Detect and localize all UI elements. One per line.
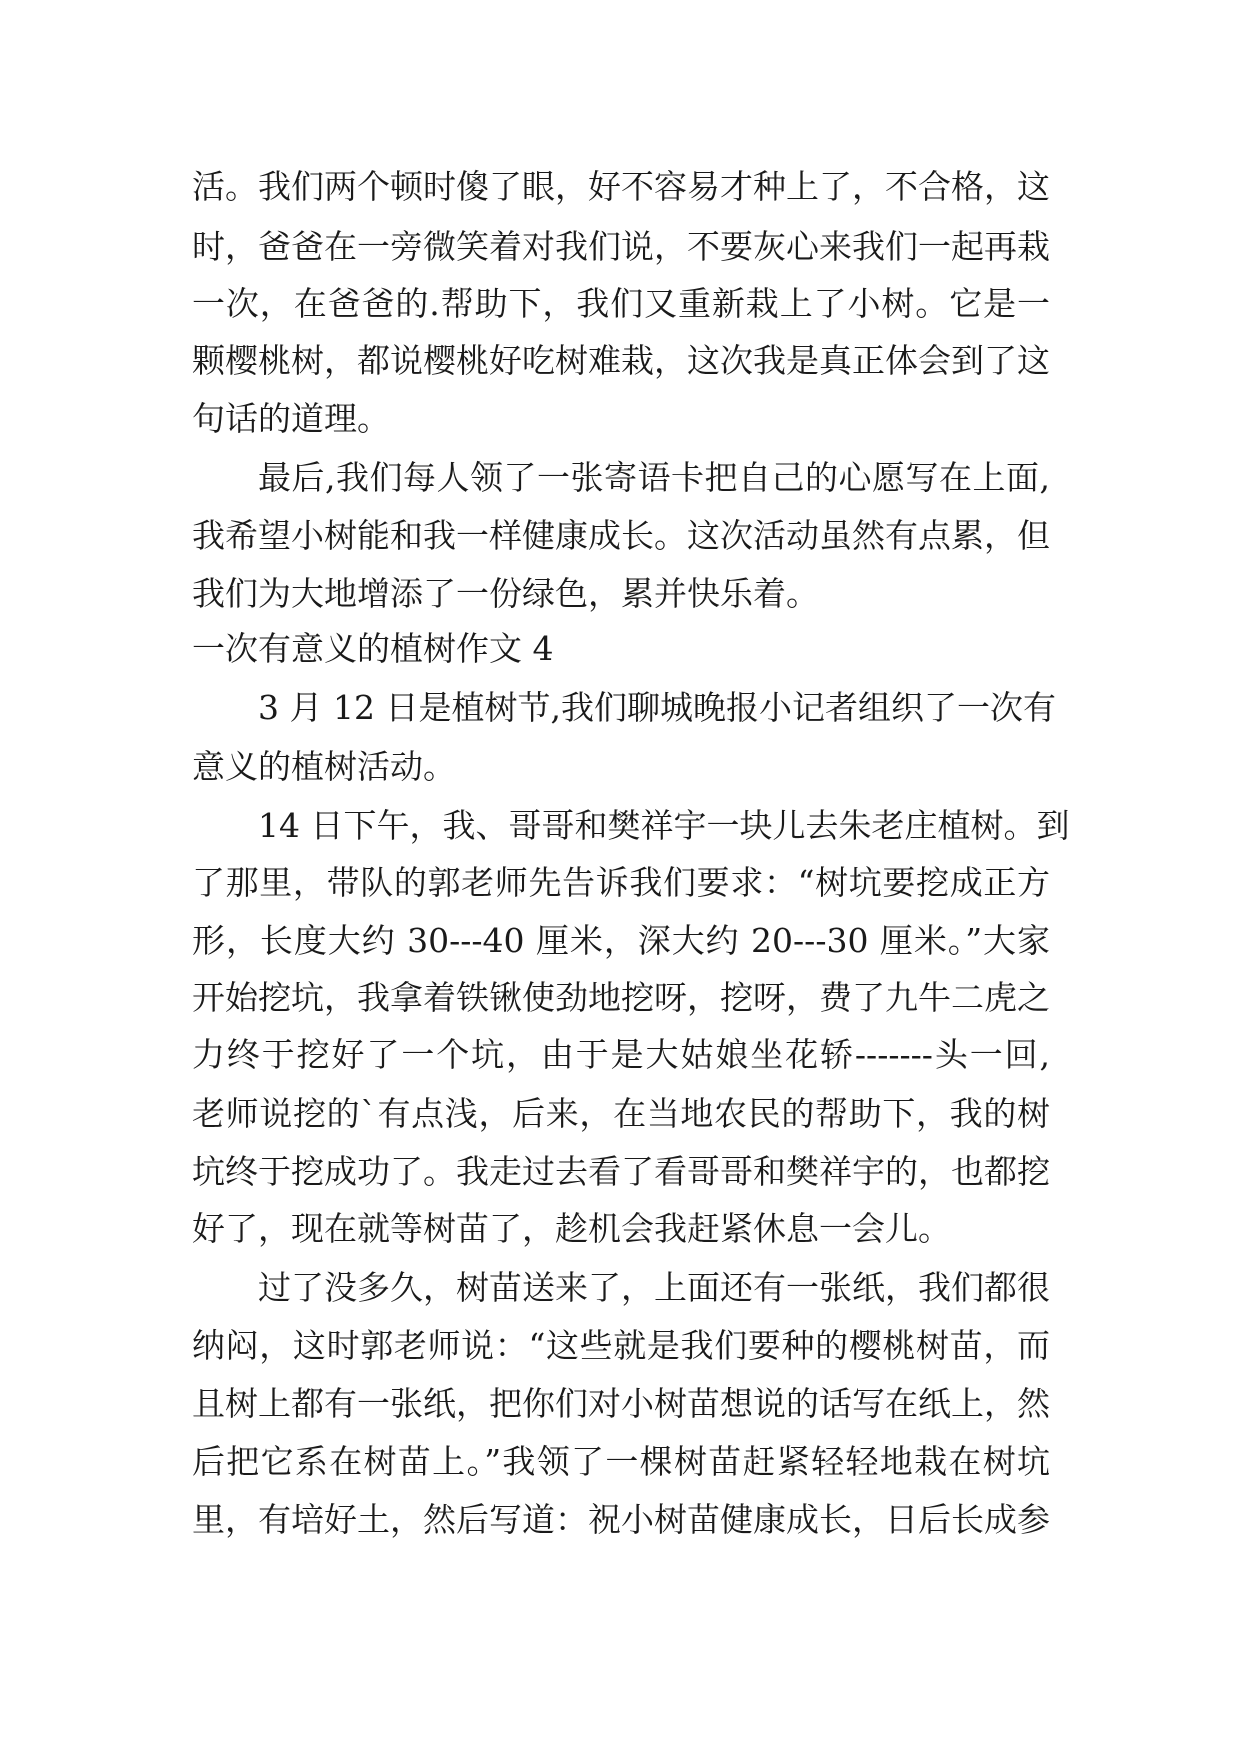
text-line: 里，有培好土，然后写道：祝小树苗健康成长，日后长成参 <box>192 1500 1050 1539</box>
text-line: 意义的植树活动。 <box>192 747 456 786</box>
text-line: 老师说挖的`有点浅，后来，在当地农民的帮助下，我的树 <box>192 1094 1050 1133</box>
text-line: 最后,我们每人领了一张寄语卡把自己的心愿写在上面, <box>258 458 1050 497</box>
text-line: 力终于挖好了一个坑，由于是大姑娘坐花轿-------头一回, <box>192 1035 1050 1074</box>
text-line: 好了，现在就等树苗了，趁机会我赶紧休息一会儿。 <box>192 1209 951 1248</box>
text-line: 句话的道理。 <box>192 399 390 438</box>
text-line: 纳闷，这时郭老师说：“这些就是我们要种的樱桃树苗，而 <box>192 1326 1050 1365</box>
text-line: 且树上都有一张纸，把你们对小树苗想说的话写在纸上，然 <box>192 1384 1050 1423</box>
text-line: 时，爸爸在一旁微笑着对我们说，不要灰心来我们一起再栽 <box>192 227 1050 266</box>
text-line: 我希望小树能和我一样健康成长。这次活动虽然有点累，但 <box>192 516 1050 555</box>
text-line: 开始挖坑，我拿着铁锹使劲地挖呀，挖呀，费了九牛二虎之 <box>192 978 1050 1017</box>
text-line: 形，长度大约 30---40 厘米，深大约 20---30 厘米。”大家 <box>192 921 1050 960</box>
text-line: 了那里，带队的郭老师先告诉我们要求：“树坑要挖成正方 <box>192 863 1050 902</box>
text-line: 我们为大地增添了一份绿色，累并快乐着。 <box>192 574 819 613</box>
text-line: 过了没多久，树苗送来了，上面还有一张纸，我们都很 <box>258 1268 1050 1307</box>
section-heading: 一次有意义的植树作文 4 <box>192 629 554 668</box>
text-line: 后把它系在树苗上。”我领了一棵树苗赶紧轻轻地栽在树坑 <box>192 1442 1050 1481</box>
text-line: 一次，在爸爸的.帮助下，我们又重新栽上了小树。它是一 <box>192 284 1050 323</box>
text-line: 坑终于挖成功了。我走过去看了看哥哥和樊祥宇的，也都挖 <box>192 1152 1050 1191</box>
text-line: 颗樱桃树，都说樱桃好吃树难栽，这次我是真正体会到了这 <box>192 341 1050 380</box>
text-line: 14 日下午，我、哥哥和樊祥宇一块儿去朱老庄植树。到 <box>258 806 1070 845</box>
text-line: 活。我们两个顿时傻了眼，好不容易才种上了，不合格，这 <box>192 167 1050 206</box>
text-line: 3 月 12 日是植树节,我们聊城晚报小记者组织了一次有 <box>258 688 1056 727</box>
